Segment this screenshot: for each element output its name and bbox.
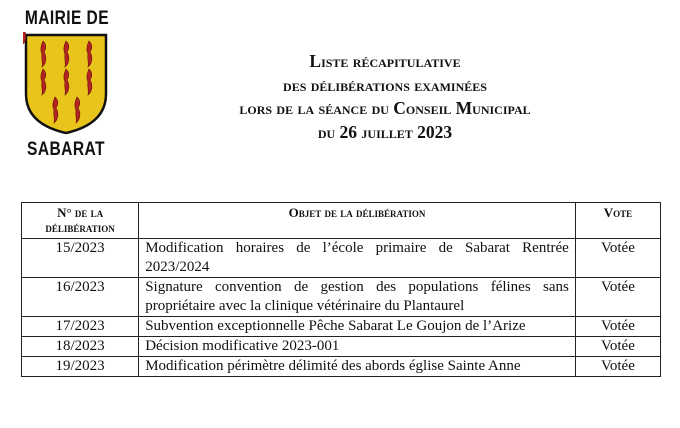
row-number: 17/2023 bbox=[22, 317, 139, 337]
header-object: Objet de la délibération bbox=[139, 203, 576, 239]
title-line-2: des délibérations examinées bbox=[283, 74, 487, 95]
row-object: Subvention exceptionnelle Pêche Sabarat Le Goujon de l’Arize bbox=[139, 317, 576, 337]
row-object: Décision modificative 2023-001 bbox=[139, 337, 576, 357]
table-row bbox=[22, 239, 661, 278]
row-object: Modification périmètre délimité des abords église Sainte Anne bbox=[139, 357, 576, 377]
title-line-4: du 26 juillet 2023 bbox=[317, 121, 453, 142]
row-vote: Votée bbox=[575, 337, 660, 357]
row-number: 15/2023 bbox=[22, 239, 139, 278]
document-title bbox=[150, 50, 620, 144]
table-row bbox=[22, 357, 661, 377]
table-row bbox=[22, 278, 661, 317]
coat-of-arms-icon bbox=[23, 32, 109, 135]
header-vote: Vote bbox=[575, 203, 660, 239]
row-object: Signature convention de gestion des populations félines sans propriétaire avec la clinique vétérinaire du Plantaurel bbox=[139, 278, 576, 317]
row-number: 18/2023 bbox=[22, 337, 139, 357]
title-line-1: Liste récapitulative bbox=[309, 51, 461, 71]
table-row bbox=[22, 317, 661, 337]
row-object: Modification horaires de l’école primaire de Sabarat Rentrée 2023/2024 bbox=[139, 239, 576, 278]
header-number: N° de la délibération bbox=[22, 203, 139, 239]
table-row bbox=[22, 337, 661, 357]
row-vote: Votée bbox=[575, 239, 660, 278]
title-line-3: lors de la séance du Conseil Municipal bbox=[239, 98, 531, 118]
municipal-logo bbox=[18, 8, 114, 161]
table-header-row bbox=[22, 203, 661, 239]
row-vote: Votée bbox=[575, 317, 660, 337]
logo-top-text: MAIRIE DE bbox=[24, 8, 110, 29]
row-number: 19/2023 bbox=[22, 357, 139, 377]
row-vote: Votée bbox=[575, 357, 660, 377]
row-vote: Votée bbox=[575, 278, 660, 317]
row-number: 16/2023 bbox=[22, 278, 139, 317]
logo-bottom-text: SABARAT bbox=[27, 139, 105, 160]
deliberations-table bbox=[21, 202, 661, 377]
